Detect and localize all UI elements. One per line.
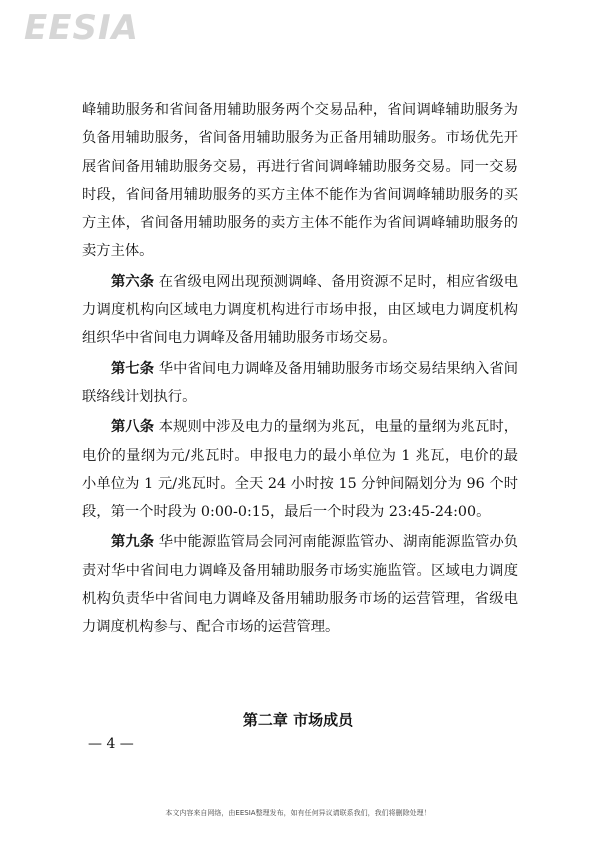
page-number: — 4 — — [88, 736, 134, 752]
article-7-text: 华中省间电力调峰及备用辅助服务市场交易结果纳入省间联络线计划执行。 — [82, 360, 519, 405]
article-7 — [82, 355, 518, 412]
footer-note: 本文内容来自网络，由EESIA整理发布，如有任何异议请联系我们，我们将删除处理！ — [165, 809, 431, 817]
article-7-title: 第七条 — [111, 360, 155, 377]
article-8-title: 第八条 — [111, 419, 155, 436]
article-6-text: 在省级电网出现预测调峰、备用资源不足时，相应省级电力调度机构向区域电力调度机构进行市场申报，由区域电力调度机构组织华中省间电力调峰及备用辅助服务市场交易。 — [82, 273, 519, 347]
article-6-title: 第六条 — [111, 273, 155, 290]
document-body — [82, 96, 518, 644]
article-9 — [82, 528, 518, 641]
chapter-heading: 第二章 市场成员 — [242, 711, 354, 729]
article-8-text: 本规则中涉及电力的量纲为兆瓦，电量的量纲为兆瓦时，电价的量纲为元/兆瓦时。申报电力的最小单位为 1 兆瓦，电价的最小单位为 1 元/兆瓦时。全天 24 小时按 15 分钟间隔划分为 96 个时段，第一个时段为 0:00-0:15，最后一个时段为 23:45-24:00。 — [82, 419, 519, 521]
article-6 — [82, 268, 518, 353]
paragraph-continued: 峰辅助服务和省间备用辅助服务两个交易品种，省间调峰辅助服务为负备用辅助服务，省间备用辅助服务为正备用辅助服务。市场优先开展省间备用辅助服务交易，再进行省间调峰辅助服务交易。同一交易时段，省间备用辅助服务的买方主体不能作为省间调峰辅助服务的买方主体，省间备用辅助服务的卖方主体不能作为省间调峰辅助服务的卖方主体。 — [82, 102, 518, 260]
article-9-text: 华中能源监管局会同河南能源监管办、湖南能源监管办负责对华中省间电力调峰及备用辅助服务市场实施监管。区域电力调度机构负责华中省间电力调峰及备用辅助服务市场的运营管理，省级电力调度机构参与、配合市场的运营管理。 — [82, 534, 519, 636]
eesia-logo: EESIA — [24, 8, 139, 48]
article-8 — [82, 413, 518, 526]
article-9-title: 第九条 — [111, 534, 155, 551]
